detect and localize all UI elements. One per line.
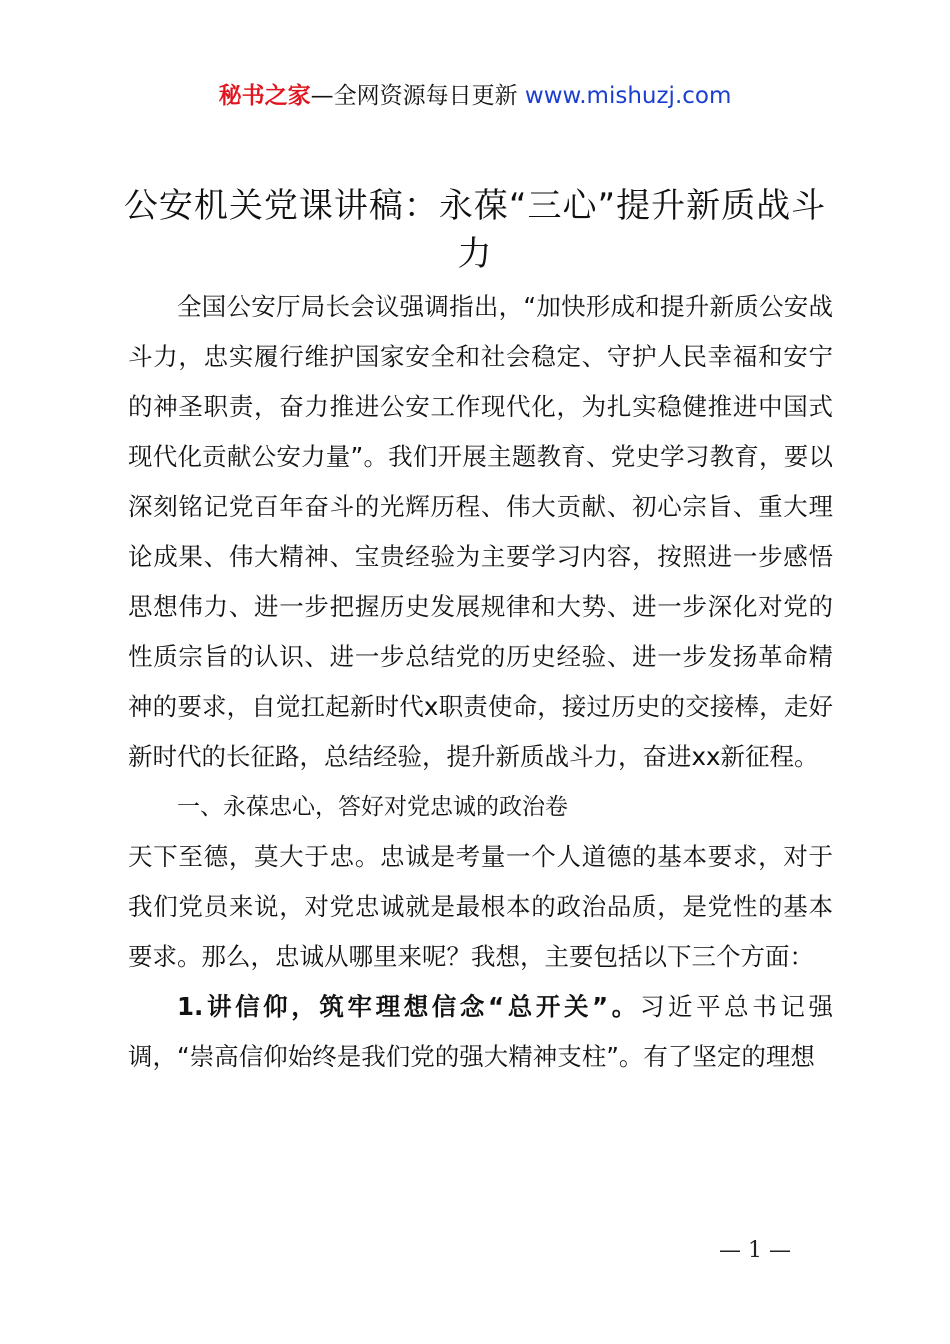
section-heading: 一、永葆忠心，答好对党忠诚的政治卷 bbox=[177, 794, 568, 820]
point-paragraph bbox=[128, 982, 833, 1082]
document-body bbox=[128, 282, 833, 1082]
site-slogan: —全网资源每日更新 bbox=[310, 83, 518, 109]
intro-paragraph: 全国公安厅局长会议强调指出，“加快形成和提升新质公安战斗力，忠实履行维护国家安全和社会稳定、守护人民幸福和安宁的神圣职责，奋力推进公安工作现代化，为扎实稳健推进中国式现代化贡献公安力量”。我们开展主题教育、党史学习教育，要以深刻铭记党百年奋斗的光辉历程、伟大贡献、初心宗旨、重大理论成果、伟大精神、宝贵经验为主要学习内容，按照进一步感悟思想伟力、进一步把握历史发展规律和大势、进一步深化对党的性质宗旨的认识、进一步总结党的历史经验、进一步发扬革命精神的要求，自觉扛起新时代x职责使命，接过历史的交接棒，走好新时代的长征路，总结经验，提升新质战斗力，奋进xx新征程。 bbox=[128, 292, 833, 771]
body-paragraph: 天下至德，莫大于忠。忠诚是考量一个人道德的基本要求，对于我们党员来说，对党忠诚就是最根本的政治品质，是党性的基本要求。那么，忠诚从哪里来呢？我想，主要包括以下三个方面： bbox=[128, 842, 833, 971]
point-text: 习近平总书记强调，“崇高信仰始终是我们党的强大精神支柱”。有了坚定的理想 bbox=[128, 992, 833, 1071]
page-number: — 1 — bbox=[719, 1238, 791, 1263]
point-heading: 1.讲信仰，筑牢理想信念“总开关”。 bbox=[177, 992, 640, 1021]
site-url-link[interactable]: www.mishuzj.com bbox=[524, 83, 732, 109]
site-header bbox=[0, 80, 950, 112]
document-title: 公安机关党课讲稿：永葆“三心”提升新质战斗力 bbox=[123, 186, 827, 274]
site-brand: 秘书之家 bbox=[218, 83, 311, 109]
